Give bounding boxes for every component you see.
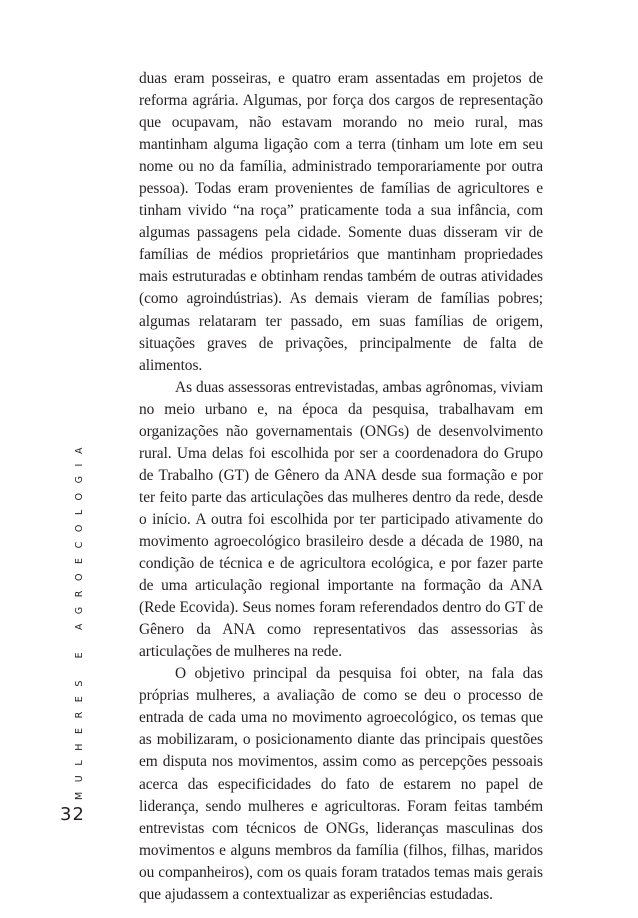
body-text bbox=[139, 68, 543, 906]
page-number: 32 bbox=[60, 804, 85, 825]
running-head: MULHERES E AGROECOLOGIA bbox=[74, 437, 85, 800]
paragraph-3: O objetivo principal da pesquisa foi obter, na fala das próprias mulheres, a avaliação de como se deu o processo de entrada de cada uma no movimento agroecológico, os temas que as mobilizaram, o posicionamento diante das principais questões em disputa nos movimentos, assim como as percepções pessoais acerca das especificidades do fato de estarem no papel de liderança, sendo mulheres e agricultoras. Foram feitas também entrevistas com técnicos de ONGs, lideranças masculinas dos movimentos e alguns membros da família (filhos, filhas, maridos ou companheiros), com os quais foram tratados temas mais gerais que ajudassem a contextualizar as experiências estudadas. bbox=[139, 665, 543, 903]
paragraph-2: As duas assessoras entrevistadas, ambas agrônomas, viviam no meio urbano e, na época da pesquisa, trabalhavam em organizações não governamentais (ONGs) de desenvolvimento rural. Uma delas foi escolhida por ser a coordenadora do Grupo de Trabalho (GT) de Gênero da ANA desde sua formação e por ter feito parte das articulações das mulheres dentro da rede, desde o início. A outra foi escolhida por ter participado ativamente do movimento agroecológico brasileiro desde a década de 1980, na condição de técnica e de agricultora ecológica, e por fazer parte de uma articulação regional importante na formação da ANA (Rede Ecovida). Seus nomes foram referendados dentro do GT de Gênero da ANA como representativos das assessorias às articulações de mulheres na rede. bbox=[139, 378, 543, 661]
paragraph-1: duas eram posseiras, e quatro eram assentadas em projetos de reforma agrária. Algumas, por força dos cargos de representação que ocupavam, não estavam morando no meio rural, mas mantinham alguma ligação com a terra (tinham um lote em seu nome ou no da família, administrado temporariamente por outra pessoa). Todas eram provenientes de famílias de agricultores e tinham vivido “na roça” praticamente toda a sua infância, com algumas passagens pela cidade. Somente duas disseram vir de famílias de médios proprietários que mantinham propriedades mais estruturadas e obtinham rendas também de outras atividades (como agroindústrias). As demais vieram de famílias pobres; algumas relataram ter passado, em suas famílias de origem, situações graves de privações, principalmente de falta de alimentos. bbox=[139, 70, 543, 374]
